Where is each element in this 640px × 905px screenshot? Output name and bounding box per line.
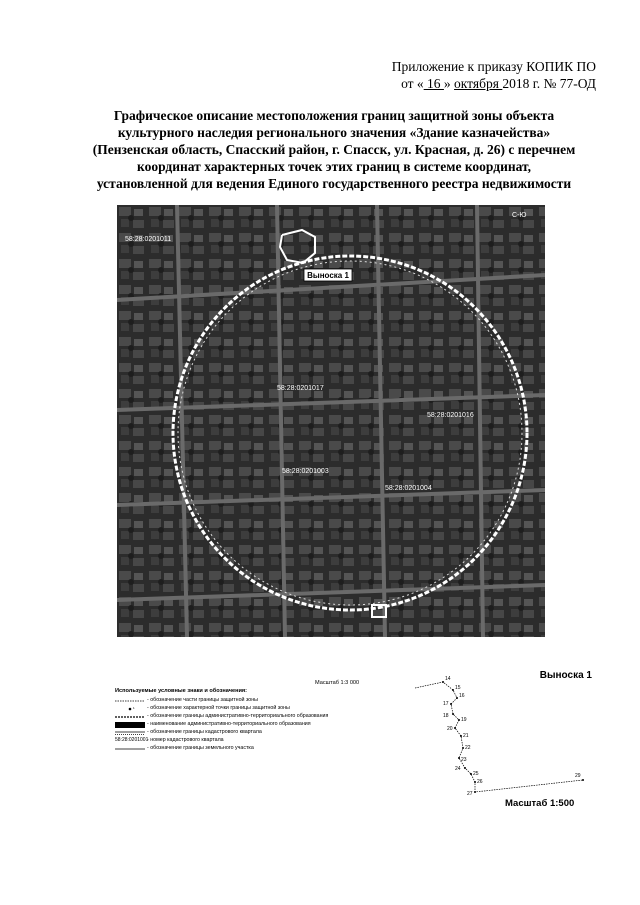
north-label: С-Ю [512,212,527,219]
parcel-label: 58:28:0201016 [427,412,474,419]
callout-title: Выноска 1 [539,670,592,681]
callout-marker-label: Выноска 1 [307,271,349,280]
atu-boundary-symbol [115,714,145,720]
legend-item: - обозначение границы земельного участка [115,745,385,753]
title-line: (Пензенская область, Спасский район, г. Спасск, ул. Красная, д. 26) с перечнем [92,142,576,157]
header-month: октября [454,76,503,91]
title-line: координат характерных точек этих границ в системе координат, [136,159,532,174]
point-label: 15 [455,685,461,691]
parcel-label: 58:28:0201011 [125,236,172,243]
point-label: 24 [455,766,461,772]
point-label: 17 [443,701,449,707]
point-label: 22 [465,745,471,751]
callout-diagram [415,664,600,809]
point-label: 26 [477,779,483,785]
legend-item: - обозначение границы административно-территориального образования [115,713,385,721]
svg-text:1: 1 [133,706,135,710]
point-label: 25 [473,771,479,777]
point-label: 23 [461,757,467,763]
parcel-label: 58:28:0201004 [385,485,432,492]
zone-line-symbol [115,698,145,704]
parcel-label: 58:28:0201003 [282,468,329,475]
document-title [70,107,598,192]
header-day: 16 [423,76,444,91]
land-parcel-symbol [115,746,145,752]
point-label: 18 [443,713,449,719]
callout-inset [415,664,600,809]
point-label: 21 [463,733,469,739]
header-prefix: от « [401,76,424,91]
point-symbol [115,706,145,712]
title-line: культурного наследия регионального значения «Здание казначейства» [117,125,551,140]
atu-name-symbol [115,722,145,728]
title-line: Графическое описание местоположения границ защитной зоны объекта [113,108,555,123]
legend-item: 58:28:0201001 - номер кадастрового квартала [115,737,224,743]
satellite-map [117,205,545,637]
quarter-number-symbol: 58:28:0201001 [115,737,149,743]
parcel-label: 58:28:0201017 [277,385,324,392]
header-rest: 2018 г. № 77-ОД [502,76,596,91]
point-label: 27 [467,791,473,797]
callout-scale: Масштаб 1:500 [505,798,575,809]
legend-item: - наименование административно-территориального образования [115,721,385,729]
legend-item: - обозначение части границы защитной зоны [115,697,385,705]
point-label: 29 [575,773,581,779]
header-line-1: Приложение к приказу КОПИК ПО [391,59,596,74]
legend-title: Используемые условные знаки и обозначения: [115,688,248,694]
point-label: 20 [447,726,453,732]
document-header [392,58,596,92]
point-label: 19 [461,717,467,723]
callout-boundary-line [415,682,583,792]
quarter-boundary-symbol [115,730,145,736]
title-line: установленной для ведения Единого государственного реестра недвижимости [96,176,572,191]
point-label: 14 [445,676,451,682]
header-line-2 [392,75,596,92]
map-scale: Масштаб 1:3 000 [315,680,360,686]
legend-item: - обозначение границы кадастрового квартала [115,729,385,737]
map-canvas [117,205,545,637]
header-mid: » [443,76,455,91]
legend-item: 1 - обозначение характерной точки границы защитной зоны [115,705,385,713]
point-label: 16 [459,693,465,699]
